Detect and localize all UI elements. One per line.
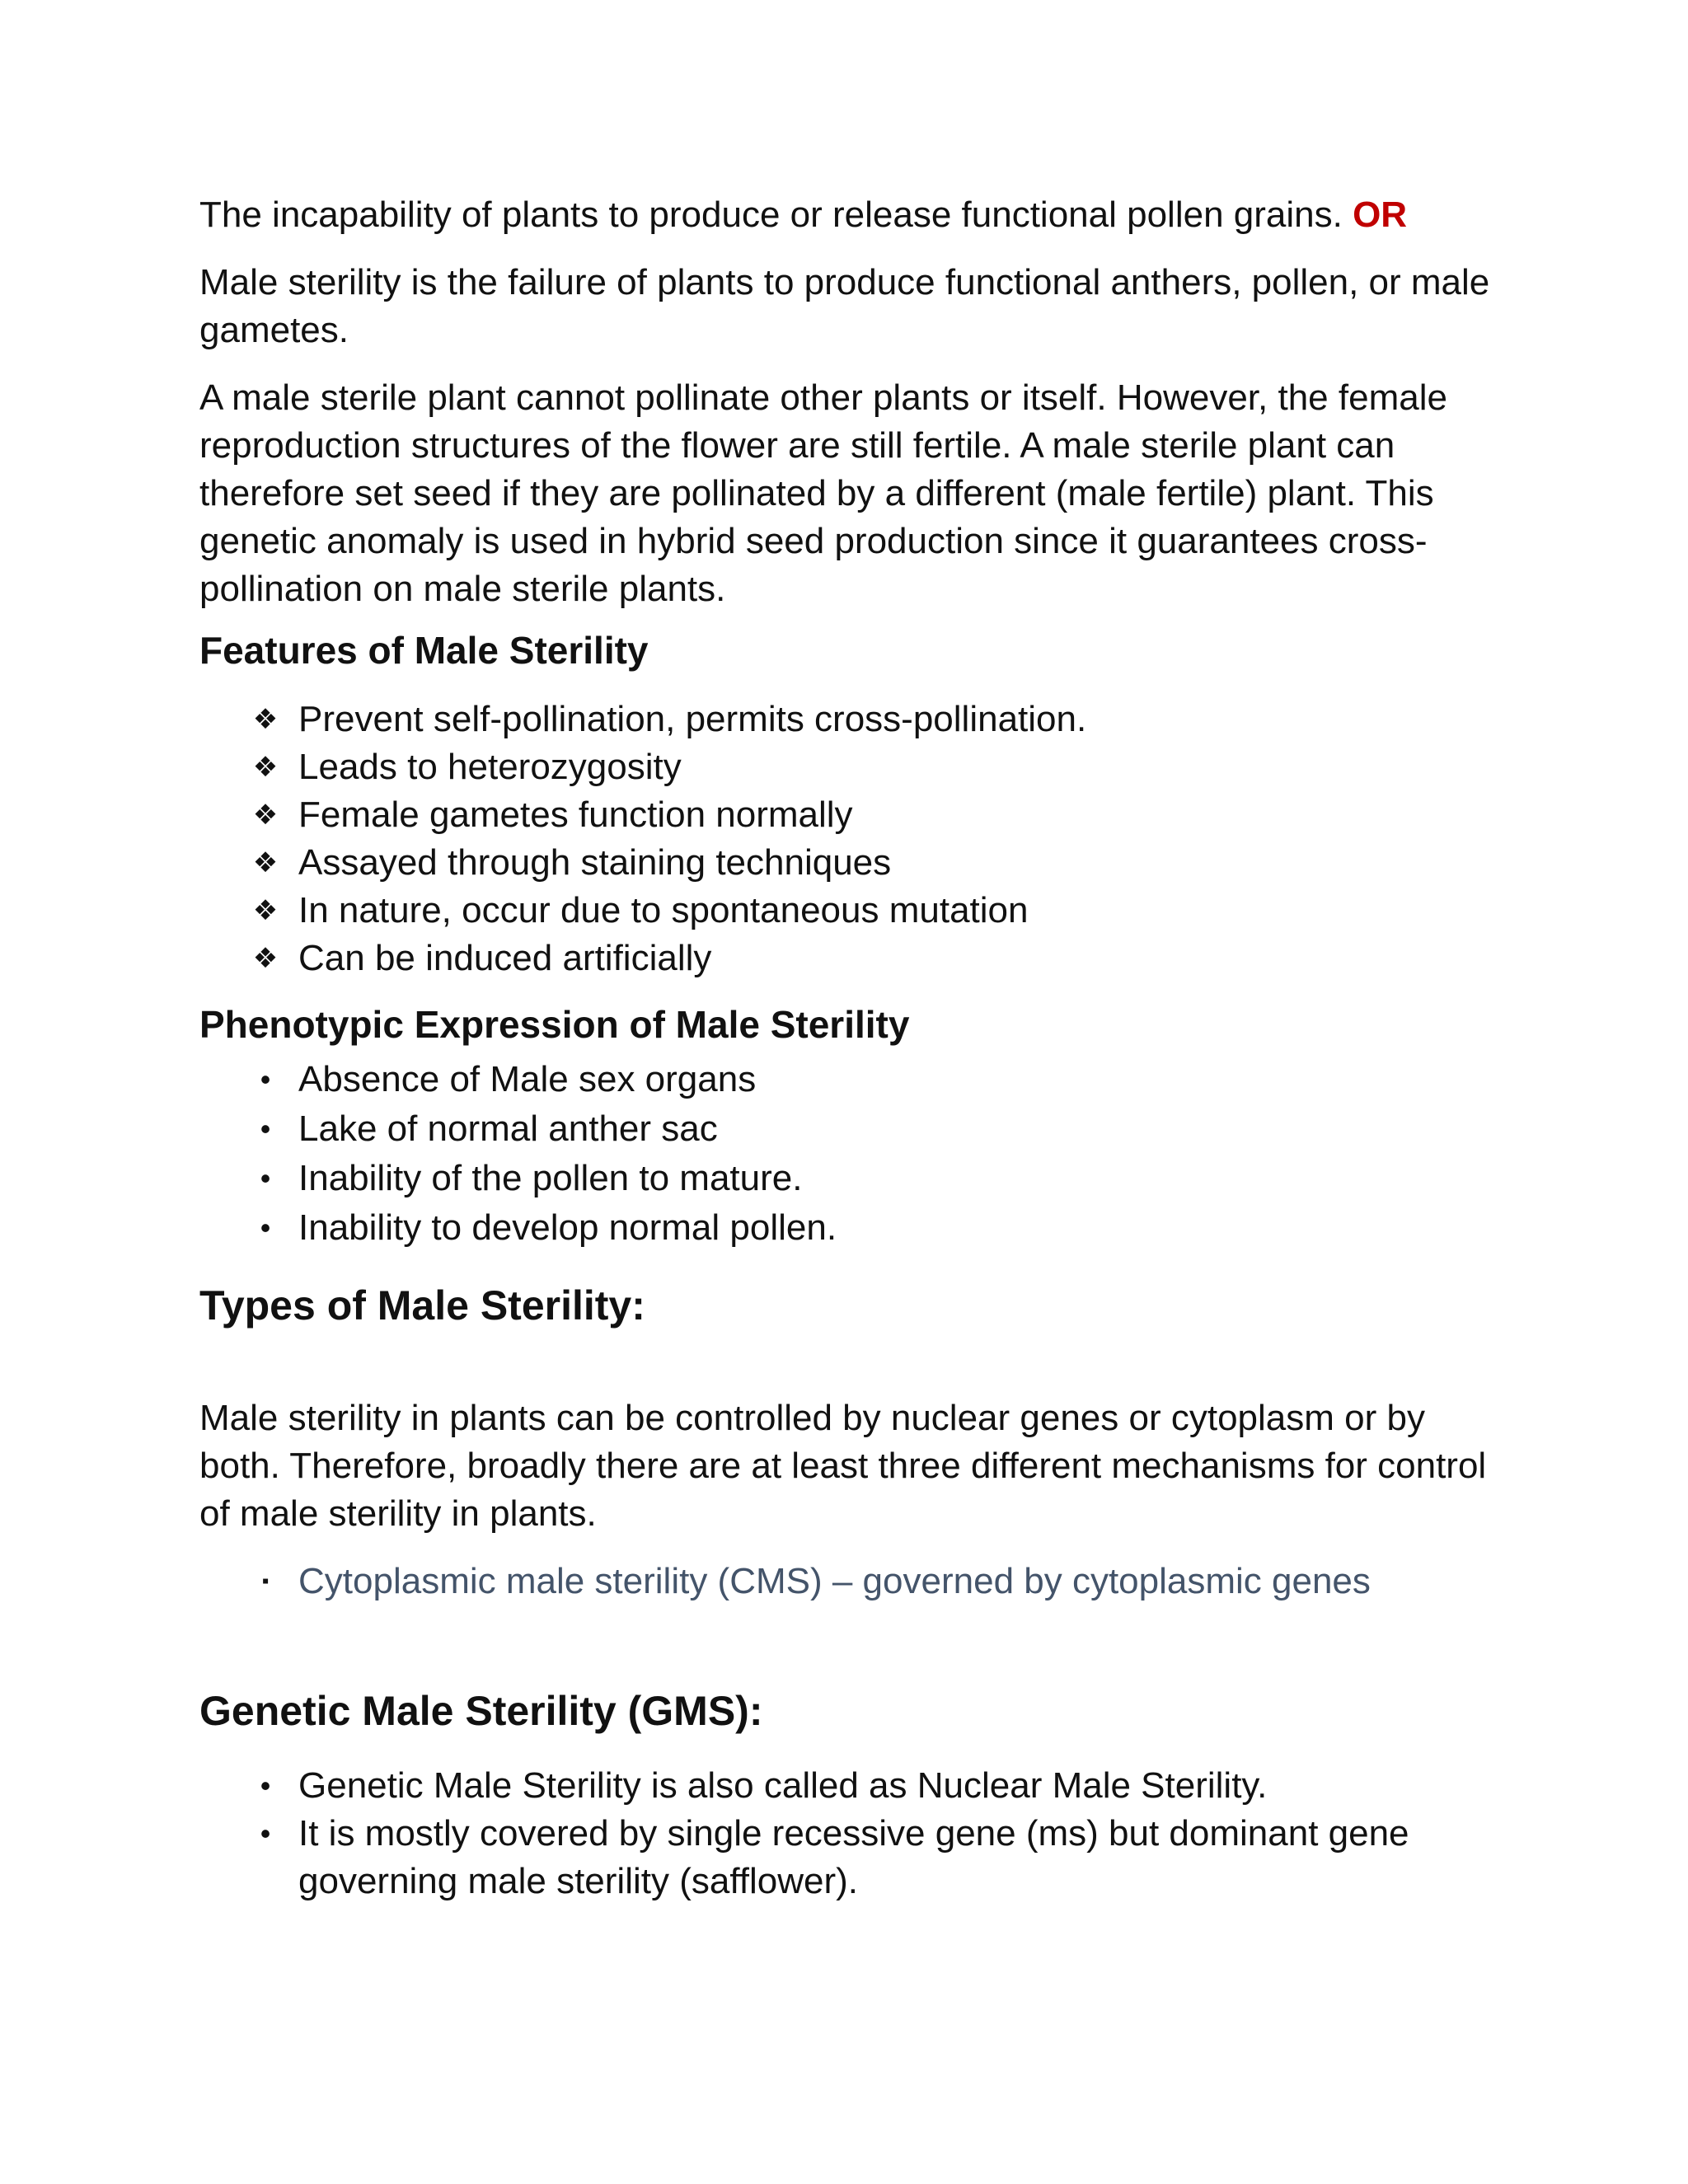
features-list bbox=[199, 696, 1502, 982]
definition-paragraph-1 bbox=[199, 191, 1502, 239]
list-item bbox=[199, 1055, 1502, 1104]
list-item bbox=[199, 1104, 1502, 1154]
list-item-text: Absence of Male sex organs bbox=[298, 1059, 757, 1099]
diamond-bullet-icon: ❖ bbox=[252, 799, 279, 832]
list-item-text: Prevent self-pollination, permits cross-pollination. bbox=[298, 699, 1087, 739]
list-item bbox=[199, 1203, 1502, 1253]
definition-text-1: The incapability of plants to produce or release functional pollen grains. bbox=[199, 194, 1343, 235]
definition-paragraph-3: A male sterile plant cannot pollinate other plants or itself. However, the female reproduction structures of the flower are still fertile. A male sterile plant can therefore set seed if they are pollinated by a different (male fertile) plant. This genetic anomaly is used in hybrid seed production since it guarantees cross-pollination on male sterile plants. bbox=[199, 377, 1447, 609]
list-item-text: In nature, occur due to spontaneous mutation bbox=[298, 890, 1029, 930]
list-item-text: Inability of the pollen to mature. bbox=[298, 1158, 803, 1198]
list-item bbox=[199, 1558, 1502, 1605]
bullet-icon: • bbox=[260, 1211, 271, 1244]
list-item-text: Genetic Male Sterility is also called as Nuclear Male Sterility. bbox=[298, 1765, 1268, 1806]
list-item-text: Assayed through staining techniques bbox=[298, 842, 892, 883]
list-item-text: Lake of normal anther sac bbox=[298, 1108, 718, 1149]
list-item-text: Can be induced artificially bbox=[298, 938, 712, 978]
or-label: OR bbox=[1353, 194, 1408, 235]
diamond-bullet-icon: ❖ bbox=[252, 846, 279, 879]
list-item bbox=[199, 1762, 1502, 1810]
types-list bbox=[199, 1558, 1502, 1605]
list-item-text: Inability to develop normal pollen. bbox=[298, 1207, 837, 1248]
list-item bbox=[199, 839, 1502, 887]
list-item-text: It is mostly covered by single recessive gene (ms) but dominant gene governing male sterility (safflower). bbox=[298, 1813, 1409, 1901]
document-body bbox=[199, 191, 1502, 1905]
list-item bbox=[199, 1154, 1502, 1203]
list-item-text: Female gametes function normally bbox=[298, 794, 853, 835]
list-item-text: Leads to heterozygosity bbox=[298, 747, 682, 787]
phenotypic-heading: Phenotypic Expression of Male Sterility bbox=[199, 1003, 910, 1046]
types-paragraph: Male sterility in plants can be controlled by nuclear genes or cytoplasm or by both. Therefore, broadly there are at least three different mechanisms for control of male sterility in plants. bbox=[199, 1398, 1487, 1534]
square-bullet-icon: ▪ bbox=[261, 1570, 270, 1592]
list-item bbox=[199, 791, 1502, 839]
bullet-icon: • bbox=[260, 1112, 271, 1146]
bullet-icon: • bbox=[260, 1161, 271, 1195]
bullet-icon: • bbox=[260, 1816, 271, 1850]
list-item bbox=[199, 887, 1502, 935]
gms-list bbox=[199, 1762, 1502, 1905]
types-heading: Types of Male Sterility: bbox=[199, 1282, 645, 1329]
diamond-bullet-icon: ❖ bbox=[252, 894, 279, 927]
diamond-bullet-icon: ❖ bbox=[252, 751, 279, 784]
diamond-bullet-icon: ❖ bbox=[252, 942, 279, 975]
list-item bbox=[199, 743, 1502, 791]
list-item bbox=[199, 1810, 1502, 1905]
bullet-icon: • bbox=[260, 1769, 271, 1802]
bullet-icon: • bbox=[260, 1062, 271, 1096]
diamond-bullet-icon: ❖ bbox=[252, 703, 279, 736]
list-item bbox=[199, 696, 1502, 743]
features-heading: Features of Male Sterility bbox=[199, 629, 649, 672]
list-item-text: Cytoplasmic male sterility (CMS) – governed by cytoplasmic genes bbox=[298, 1561, 1371, 1601]
gms-heading: Genetic Male Sterility (GMS): bbox=[199, 1688, 763, 1734]
definition-paragraph-2: Male sterility is the failure of plants to produce functional anthers, pollen, or male gametes. bbox=[199, 262, 1490, 350]
list-item bbox=[199, 935, 1502, 982]
phenotypic-list bbox=[199, 1055, 1502, 1253]
